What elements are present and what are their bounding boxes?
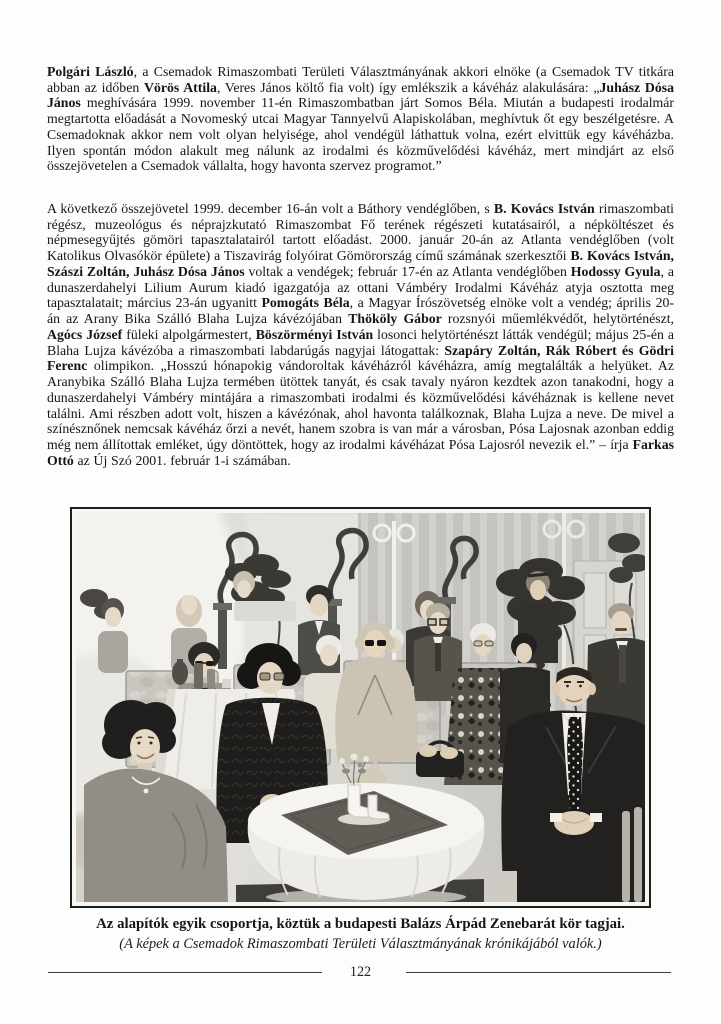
page-number: 122 bbox=[349, 964, 372, 980]
page-footer bbox=[0, 962, 721, 984]
footer-rule-right bbox=[406, 972, 671, 973]
group-photo-illustration bbox=[76, 513, 645, 902]
paragraph-1: Polgári László, a Csemadok Rimaszombati Területi Választmányának akkori elnöke (a Csemadok TV titkára abban az időben Vörös Attila, Veres János költő fia volt) így emlékszik a kávéház alakulására: „Juhász Dósa János meghívására 1999. november 11-én Rimaszombatban járt Somos Béla. Miután a budapesti irodalmár megtartotta előadását a Novomeský utcai Magyar Tannyelvű Alapiskolában, meghívtuk őt egy beszélgetésre. A Csemadoknak akkor nem volt olyan helyisége, ahol vendégül láthattuk volna, ezért elvittük egy kávéházba. Ilyen spontán módon alakult meg nálunk az irodalmi és közművelődési kávéház, mert mindjárt az első összejövetelen a Csemadok vállalta, hogy havonta szervez programot.” bbox=[47, 63, 675, 174]
photo-caption: Az alapítók egyik csoportja, köztük a budapesti Balázs Árpád Zenebarát kör tagjai. bbox=[96, 916, 625, 932]
paragraph-2: A következő összejövetel 1999. december 16-án volt a Báthory vendéglőben, s B. Kovács István rimaszombati régész, muzeológus és néprajzkutató Rimaszombat Fő terének régészeti kutatásairól, a népköltészet és népmesegyűjtés gömöri tapasztalatairól tartott előadást. 2000. január 20-án az Atlanta vendéglőben (volt Katolikus Olvasókör épülete) a Tiszavirág folyóirat Gömörország című számának szerkesztői B. Kovács István, Szászi Zoltán, Juhász Dósa János voltak a vendégek; február 17-én az Atlanta vendéglőben Hodossy Gyula, a dunaszerdahelyi Lilium Aurum kiadó igazgatója az ottani Vámbéry Irodalmi Kávéház atyja osztotta meg tapasztalatait; március 23-án ugyanitt Pomogáts Béla, a Magyar Írószövetség elnöke volt a vendég; április 20-án az Arany Bika Szálló Blaha Lujza kávézójában Thököly Gábor rozsnyói műemlékvédőt, helytörténészt, Agócs József füleki alpolgármestert, Böszörményi István losonci helytörténészt látták vendégül; május 25-én a Blaha Lujza kávézóba a rimaszombati labdarúgás nagyjai látogattak: Szapáry Zoltán, Rák Róbert és Gödri Ferenc olimpikon. „Hosszú hónapokig vándoroltak kávéházról kávéházra, amíg megtalálták a helyüket. Az Aranybika Szálló Blaha Lujza termében ütöttek tanyát, és csak tavaly nyáron kezdtek azon tanakodni, hogy a dunaszerdahelyi Vámbéry mintájára a rimaszombati irodalmi és közművelődési kávéháznak is kellene nevet találni. Ami részben adott volt, hiszen a kávézónak, ahol havonta találkoznak, Blaha Lujza a neve. De mivel a színésznőnek nemcsak kávéház őrzi a nevét, hanem szobra is van már a városban, Pósa Lajosnak azonban eddig még nem állítottak emléket, úgy döntöttek, hogy az irodalmi kávéházat Pósa Lajosról nevezik el.” – írja Farkas Ottó az Új Szó 2001. február 1-i számában. bbox=[47, 200, 674, 468]
founders-group-photo bbox=[70, 507, 651, 908]
photo-credit: (A képek a Csemadok Rimaszombati Területi Választmányának krónikájából valók.) bbox=[119, 936, 602, 952]
